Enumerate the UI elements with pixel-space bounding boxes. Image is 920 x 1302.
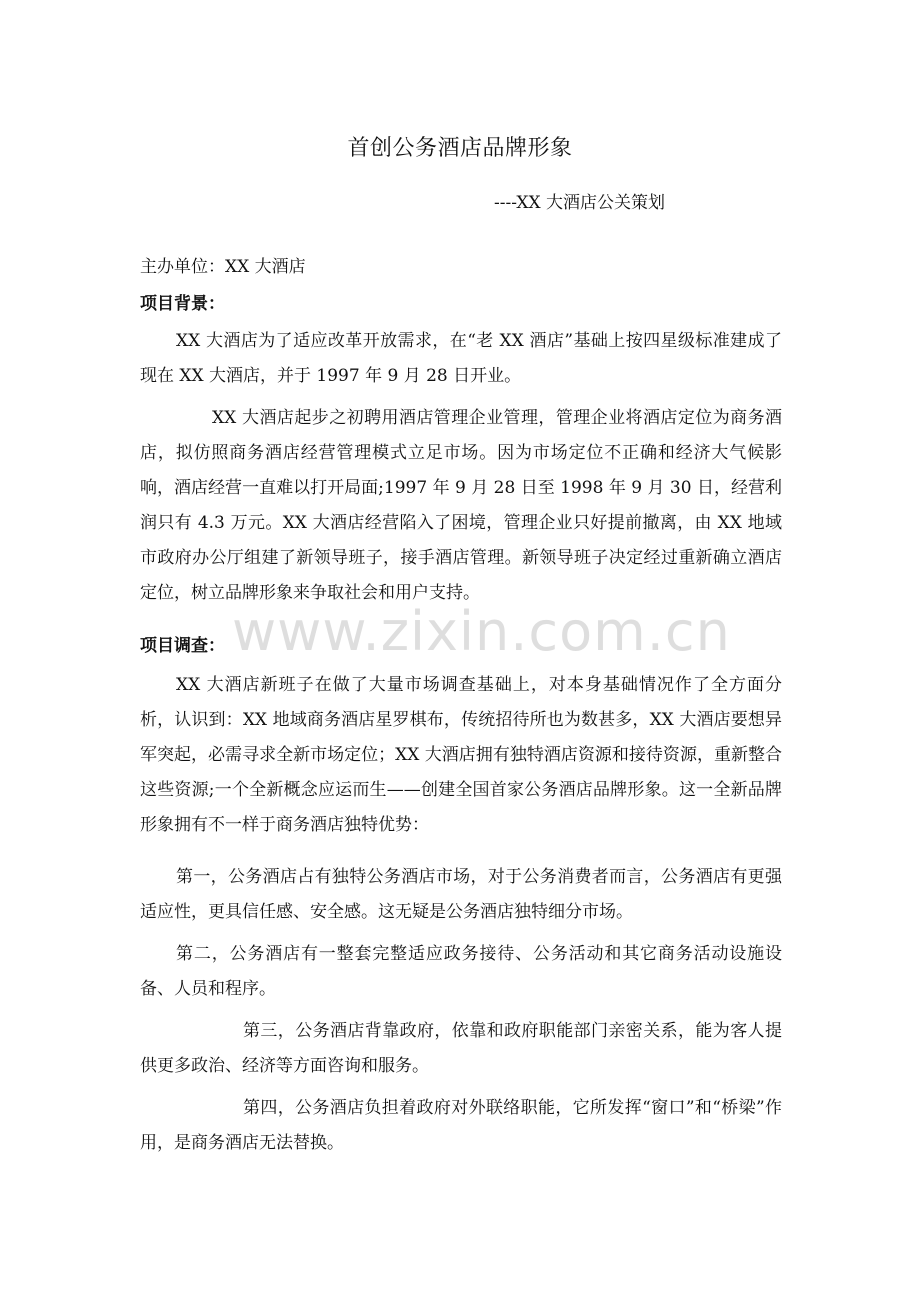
organizer-line: 主办单位：XX 大酒店 [140, 257, 306, 277]
paragraph-3: XX 大酒店新班子在做了大量市场调查基础上，对本身基础情况作了全方面分析，认识到：XX 地域商务酒店星罗棋布，传统招待所也为数甚多，XX 大酒店要想异军突起，必需寻求全新市场定位；XX 大酒店拥有独特酒店资源和接待资源，重新整合这些资源;一个全新概念应运而生——创建全国首家公务酒店品牌形象。这一全新品牌形象拥有不一样于商务酒店独特优势： [140, 675, 782, 835]
watermark-text: www.zixin.com.cn [232, 600, 731, 663]
paragraph-5: 第二，公务酒店有一整套完整适应政务接待、公务活动和其它商务活动设施设备、人员和程序。 [140, 944, 782, 999]
paragraph-4: 第一，公务酒店占有独特公务酒店市场，对于公务消费者而言，公务酒店有更强适应性，更具信任感、安全感。这无疑是公务酒店独特细分市场。 [140, 867, 782, 922]
paragraph-6: 第三，公务酒店背靠政府，依靠和政府职能部门亲密关系，能为客人提供更多政治、经济等方面咨询和服务。 [140, 1021, 782, 1076]
document-title: 首创公务酒店品牌形象 [347, 136, 573, 161]
paragraph-2: XX 大酒店起步之初聘用酒店管理企业管理，管理企业将酒店定位为商务酒店，拟仿照商务酒店经营管理模式立足市场。因为市场定位不正确和经济大气候影响，酒店经营一直难以打开局面;1997 年 9 月 28 日至 1998 年 9 月 30 日，经营利润只有 4.3 万元。XX 大酒店经营陷入了困境，管理企业只好提前撤离，由 XX 地域市政府办公厅组建了新领导班子，接手酒店管理。新领导班子决定经过重新确立酒店定位，树立品牌形象来争取社会和用户支持。 [140, 408, 782, 603]
paragraph-1: XX 大酒店为了适应改革开放需求，在“老 XX 酒店”基础上按四星级标准建成了现在 XX 大酒店，并于 1997 年 9 月 28 日开业。 [140, 331, 782, 386]
heading-survey: 项目调查： [140, 636, 225, 656]
document-subtitle: ----XX 大酒店公关策划 [494, 193, 665, 213]
paragraph-7: 第四，公务酒店负担着政府对外联络职能，它所发挥“窗口”和“桥梁”作用，是商务酒店无法替换。 [140, 1098, 782, 1153]
heading-background: 项目背景： [140, 294, 225, 314]
